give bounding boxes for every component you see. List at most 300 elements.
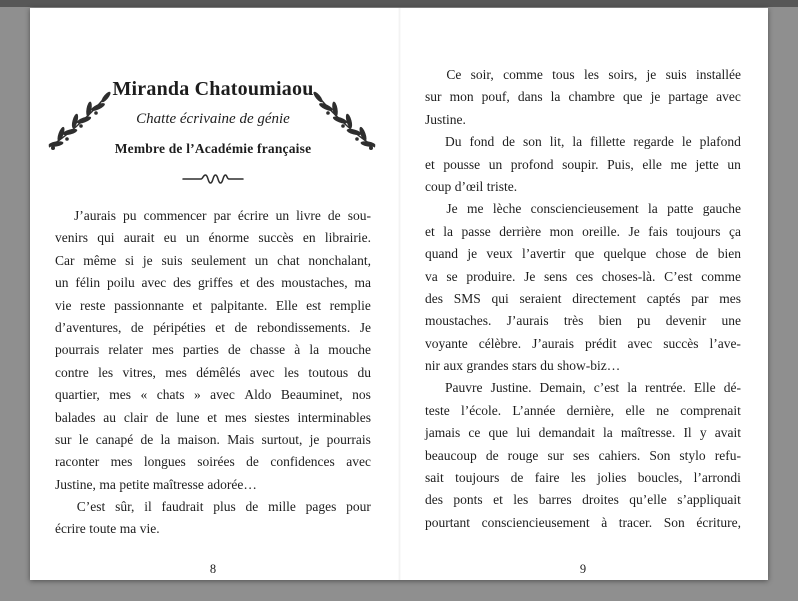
text-line [55, 250, 371, 272]
word: succès [663, 335, 699, 351]
word: jolies [597, 470, 627, 486]
word: livre [296, 208, 321, 223]
word: des [425, 290, 443, 306]
text-line [425, 422, 741, 444]
word: écrire [237, 208, 269, 223]
word: de [246, 454, 259, 470]
text-line [425, 243, 741, 265]
word: clair [123, 409, 148, 425]
word: la [309, 342, 320, 358]
word: ses [573, 447, 590, 463]
word: tracer. [618, 514, 653, 530]
word: chose [655, 246, 687, 262]
paragraph [55, 496, 371, 541]
word: moustaches. [425, 313, 492, 329]
word: parties [182, 342, 219, 358]
word: pages [305, 499, 337, 515]
word: J’aurais [532, 335, 575, 351]
word: toujours [455, 470, 500, 486]
word: l’avertir [521, 246, 566, 262]
word: son [523, 134, 542, 150]
text-line [425, 64, 741, 86]
word: et [207, 409, 218, 425]
word: dans [517, 89, 543, 105]
word: Justine, [55, 476, 96, 492]
word: vie [55, 297, 72, 313]
word: poilu [106, 275, 135, 291]
word: du [357, 364, 371, 380]
word: avec [249, 364, 275, 380]
word: grandes [466, 358, 509, 374]
word: Son [663, 514, 685, 530]
word: la [603, 425, 613, 441]
word: vitres, [122, 364, 156, 380]
book-spread [30, 8, 768, 580]
chapter-header [55, 77, 371, 188]
word: de [130, 319, 144, 335]
word: palpitante. [210, 297, 268, 313]
word: sur [425, 89, 442, 105]
word: siestes [254, 409, 290, 425]
word: contre [55, 364, 89, 380]
word: triste. [486, 178, 518, 194]
word: veux [486, 246, 513, 262]
word: ma [99, 476, 116, 492]
word: teste [425, 402, 450, 418]
word: chasse [249, 342, 286, 358]
word: elle [642, 156, 662, 172]
word: chat [277, 252, 300, 268]
word: un [55, 275, 69, 291]
word: et [192, 297, 203, 313]
word: les [513, 492, 529, 508]
word: mes [224, 409, 247, 425]
word: aux [443, 358, 463, 374]
word: dernière, [566, 402, 615, 418]
window-top-edge [0, 0, 798, 7]
word: mon [449, 89, 474, 105]
text-line [55, 429, 371, 451]
text-line [55, 205, 371, 227]
word: partage [668, 89, 709, 105]
word: Du [445, 134, 462, 150]
word: vie. [139, 521, 160, 537]
word: comprenait [680, 402, 741, 418]
word: derrière [499, 223, 542, 239]
word: mille [268, 499, 296, 515]
word: balades [55, 409, 96, 425]
word: surtout, [261, 431, 303, 447]
word: rouge [507, 447, 539, 463]
word: la [627, 380, 637, 396]
word: lit, [549, 134, 565, 150]
word: coup [425, 178, 452, 194]
word: avec [716, 89, 741, 105]
word: eu [163, 230, 177, 246]
word: je [309, 431, 320, 447]
word: ces [575, 268, 594, 284]
word: la [550, 89, 561, 105]
word: Justine. [490, 380, 532, 396]
word: Beauminet, [280, 387, 343, 403]
word: avec [346, 454, 371, 470]
word: moustaches, [281, 275, 348, 291]
word: que [488, 425, 509, 441]
word: produire. [466, 268, 516, 284]
word: y [699, 425, 707, 441]
word: remplie [329, 297, 371, 313]
word: devenir [665, 313, 707, 329]
word: raconter [55, 454, 100, 470]
word: de [245, 499, 259, 515]
word: Demain, [539, 380, 586, 396]
word: est [306, 297, 322, 313]
word: ça [728, 223, 741, 239]
word: pu [123, 208, 137, 223]
paragraph [55, 205, 371, 496]
word: je [142, 252, 153, 268]
word: jette [695, 156, 719, 172]
word: passe [461, 223, 491, 239]
word: plafond [699, 134, 741, 150]
text-line [425, 467, 741, 489]
text-line [55, 518, 371, 540]
word: énorme [208, 230, 250, 246]
word: Il [683, 425, 692, 441]
word: et [493, 492, 503, 508]
word: je [467, 246, 478, 262]
word: ma [119, 521, 137, 537]
word: d’aventures, [55, 319, 122, 335]
word: nos [352, 387, 371, 403]
word: confidences [270, 454, 335, 470]
word: avec [141, 275, 167, 291]
word: écrire [55, 521, 86, 537]
text-line [425, 445, 741, 467]
word: succès [258, 230, 294, 246]
word: commencer [143, 208, 207, 223]
text-line [55, 272, 371, 294]
word: et [239, 275, 250, 291]
word: pousse [443, 156, 481, 172]
word: les [570, 470, 586, 486]
word: mes [109, 387, 132, 403]
word: captés [646, 290, 681, 306]
word: tous [552, 67, 575, 82]
word: sur [55, 431, 72, 447]
text-line [425, 288, 741, 310]
word: suis [665, 67, 687, 82]
word: C’est [76, 499, 106, 515]
word: des [425, 492, 443, 508]
word: stylo [679, 447, 706, 463]
word: qu’elle [629, 492, 667, 508]
word: mes [165, 364, 187, 380]
word: les [584, 67, 599, 82]
paragraph [425, 198, 741, 377]
word: l’école. [461, 402, 502, 418]
word: refu- [714, 447, 741, 463]
text-line [55, 496, 371, 518]
word: nonchalant, [308, 252, 371, 268]
word: un [254, 252, 269, 268]
word: c’est [593, 380, 620, 396]
word: directement [572, 290, 636, 306]
word: soirées [197, 454, 235, 470]
word: sur [547, 447, 564, 463]
text-line [55, 317, 371, 339]
word: célèbre. [478, 335, 522, 351]
text-line [425, 400, 741, 422]
word: pu [637, 313, 651, 329]
word: péripéties [153, 319, 206, 335]
page-number-left: 8 [209, 562, 217, 576]
text-line [55, 339, 371, 361]
word: Aldo [244, 387, 272, 403]
word: stars [511, 358, 537, 374]
word: de [140, 431, 154, 447]
text-line [55, 407, 371, 429]
text-line [425, 310, 741, 332]
word: de [502, 134, 515, 150]
word: ponts [453, 492, 483, 508]
word: seulement [191, 252, 246, 268]
text-line [425, 109, 741, 131]
word: J’aurais [506, 313, 549, 329]
word: la [572, 134, 583, 150]
word: faire [534, 470, 560, 486]
word: librairie. [324, 230, 371, 246]
text-line [55, 295, 371, 317]
text-line [425, 176, 741, 198]
word: voyante [425, 335, 468, 351]
word: pourrais [326, 431, 371, 447]
text-line [425, 266, 741, 288]
word: qui [491, 290, 509, 306]
word: pouf, [481, 89, 510, 105]
word: sou- [347, 208, 371, 223]
word: par [691, 290, 709, 306]
word: reste [80, 297, 106, 313]
chapter-affiliation: Membre de l’Académie française [114, 141, 312, 156]
word: Son [649, 447, 671, 463]
word: Justine. [425, 111, 466, 127]
word: très [563, 313, 584, 329]
word: un [488, 156, 503, 172]
paragraph [425, 377, 741, 534]
word: d’œil [454, 178, 484, 194]
word: mes [110, 454, 133, 470]
word: avec [627, 335, 653, 351]
word: que [623, 89, 643, 105]
word: nir [425, 358, 440, 374]
word: show-biz… [557, 358, 621, 374]
word: droites [582, 492, 619, 508]
word: qui [97, 230, 115, 246]
word: relater [108, 342, 143, 358]
word: à [601, 514, 608, 530]
word: suis [161, 252, 183, 268]
word: Elle [693, 380, 716, 396]
left-page-body [55, 205, 371, 541]
word: sûr, [115, 499, 135, 515]
word: toutous [308, 364, 349, 380]
word: faudrait [161, 499, 204, 515]
word: Pauvre [445, 380, 483, 396]
text-line [425, 333, 741, 355]
text-line [425, 131, 741, 153]
word: un [727, 156, 741, 172]
word: et [425, 156, 435, 172]
text-line [425, 512, 741, 534]
word: l’ave- [709, 335, 741, 351]
word: et [425, 223, 435, 239]
word: dé- [723, 380, 741, 396]
word: quelque [603, 246, 647, 262]
word: je [646, 67, 657, 82]
word: de [155, 409, 169, 425]
word: va [425, 268, 438, 284]
word: Puis, [607, 156, 634, 172]
word: l’arrondi [693, 470, 741, 486]
word: que [574, 246, 595, 262]
text-line [425, 355, 741, 377]
word: longues [143, 454, 186, 470]
word: des [256, 275, 275, 291]
word: fond [469, 134, 495, 150]
word: Je [359, 319, 371, 335]
chapter-title: Miranda Chatoumiaou [112, 78, 314, 100]
paragraph [425, 64, 741, 131]
word: demandait [538, 425, 595, 441]
text-line [425, 154, 741, 176]
word: un [185, 230, 200, 246]
word: s’appliquait [677, 492, 741, 508]
word: cahiers. [598, 447, 641, 463]
word: pourtant [425, 514, 470, 530]
word: écriture, [696, 514, 741, 530]
word: chambre [568, 89, 615, 105]
word: des [173, 275, 192, 291]
word: interminables [297, 409, 371, 425]
word: même [83, 252, 117, 268]
word: se [446, 268, 458, 284]
word: je [650, 89, 661, 105]
word: Ce [446, 67, 462, 82]
word: petite [119, 476, 150, 492]
word: ne [656, 402, 669, 418]
word: quartier, [55, 387, 100, 403]
word: sait [425, 470, 444, 486]
word: beaucoup [425, 447, 477, 463]
word: il [144, 499, 152, 515]
text-line [55, 362, 371, 384]
word: jamais [425, 425, 461, 441]
word: à [294, 342, 301, 358]
word: par [213, 208, 231, 223]
word: lèche [492, 201, 522, 217]
word: lune [176, 409, 200, 425]
word: Je [628, 223, 640, 239]
word: les [98, 364, 114, 380]
word: en [302, 230, 316, 246]
word: pour [346, 499, 371, 515]
word: Je [524, 268, 536, 284]
word: « [140, 387, 148, 403]
word: rentrée. [645, 380, 686, 396]
word: consciencieusement [530, 201, 639, 217]
word: sens [543, 268, 568, 284]
word: pourrais [55, 342, 100, 358]
word: » [193, 387, 201, 403]
word: la [443, 223, 453, 239]
word: un [275, 208, 290, 223]
word: C’est [664, 268, 693, 284]
word: profond [510, 156, 554, 172]
word: lui [516, 425, 531, 441]
word: rebondissements. [256, 319, 351, 335]
word: passionnante [114, 297, 184, 313]
word: de [234, 319, 248, 335]
page-gutter [398, 8, 401, 580]
word: chats [156, 387, 185, 403]
word: comme [701, 268, 741, 284]
word: bien [717, 246, 741, 262]
text-line [55, 451, 371, 473]
word: me [670, 156, 687, 172]
chapter-subtitle: Chatte écrivaine de génie [136, 111, 290, 127]
word: regarde [633, 134, 674, 150]
text-line [425, 221, 741, 243]
text-line [425, 377, 741, 399]
word: plus [213, 499, 236, 515]
word: toujours [676, 223, 721, 239]
word: mes [719, 290, 741, 306]
word: démêlés [196, 364, 241, 380]
word: ce [468, 425, 481, 441]
word: soirs, [608, 67, 638, 82]
word: du [540, 358, 554, 374]
word: elle [625, 402, 645, 418]
word: la [160, 431, 171, 447]
word: si [125, 252, 135, 268]
word: ma [354, 275, 371, 291]
text-line [55, 384, 371, 406]
word: prédit [585, 335, 617, 351]
word: maîtresse [152, 476, 204, 492]
word: comme [503, 67, 543, 82]
word: venirs [55, 230, 88, 246]
word: mes [151, 342, 174, 358]
word: me [466, 201, 484, 217]
divider-wrap [55, 172, 371, 188]
text-line [425, 198, 741, 220]
word: SMS [453, 290, 481, 306]
word: seraient [519, 290, 562, 306]
word: griffes [197, 275, 233, 291]
word: de [485, 447, 499, 463]
word: fillette [590, 134, 626, 150]
word: la [648, 201, 658, 217]
word: maison. [177, 431, 220, 447]
text-line [55, 227, 371, 249]
word: canapé [95, 431, 134, 447]
word: soir, [470, 67, 494, 82]
word: mon [549, 223, 574, 239]
squiggle-divider-icon [181, 172, 245, 186]
word: de [695, 246, 709, 262]
word: bien [598, 313, 622, 329]
